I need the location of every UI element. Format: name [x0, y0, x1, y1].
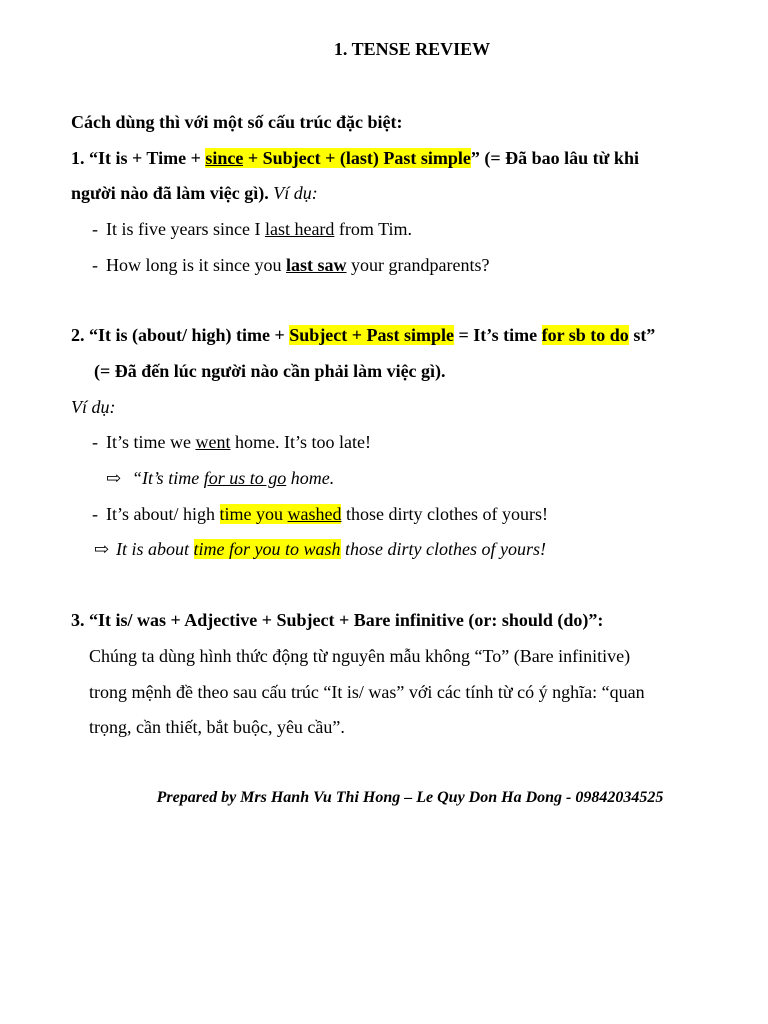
section-1-example-1: - It is five years since I last heard from Tim.	[92, 219, 412, 239]
section-1-example-2: - How long is it since you last saw your grandparents?	[92, 255, 490, 275]
bullet-dash: -	[92, 255, 98, 275]
page-title: 1. TENSE REVIEW	[333, 39, 491, 59]
section-2-example-1-rewrite: ⇨ “It’s time for us to go home.	[106, 468, 335, 488]
author-credit: Prepared by Mrs Hanh Vu Thi Hong – Le Quy Don Ha Dong - 09842034525	[156, 789, 664, 806]
section-1-heading-cont: người nào đã làm việc gì). Ví dụ:	[71, 183, 318, 203]
arrow-icon: ⇨	[94, 539, 110, 559]
bullet-dash: -	[92, 504, 98, 524]
section-2-vidu: Ví dụ:	[71, 397, 116, 417]
section-2-heading-cont: (= Đã đến lúc người nào cần phải làm việc gì).	[94, 361, 446, 381]
section-2-example-2: - It’s about/ high time you washed those dirty clothes of yours!	[92, 504, 548, 524]
section-1-heading: 1. “It is + Time + since + Subject + (last) Past simple” (= Đã bao lâu từ khi	[71, 148, 639, 168]
section-3-line-3: trọng, cần thiết, bắt buộc, yêu cầu”.	[89, 717, 345, 737]
section-2-heading: 2. “It is (about/ high) time + Subject + Past simple = It’s time for sb to do st”	[71, 325, 656, 345]
section-2-example-1: - It’s time we went home. It’s too late!	[92, 432, 371, 452]
section-3-line-2: trong mệnh đề theo sau cấu trúc “It is/ was” với các tính từ có ý nghĩa: “quan	[89, 682, 645, 702]
bullet-dash: -	[92, 219, 98, 239]
section-2-example-2-rewrite: ⇨ It is about time for you to wash those dirty clothes of yours!	[94, 539, 546, 559]
arrow-icon: ⇨	[106, 468, 122, 488]
intro-heading: Cách dùng thì với một số cấu trúc đặc biệt:	[71, 112, 403, 132]
section-3-heading: 3. “It is/ was + Adjective + Subject + Bare infinitive (or: should (do)”:	[71, 610, 604, 630]
bullet-dash: -	[92, 432, 98, 452]
section-3-line-1: Chúng ta dùng hình thức động từ nguyên mẫu không “To” (Bare infinitive)	[89, 646, 631, 666]
